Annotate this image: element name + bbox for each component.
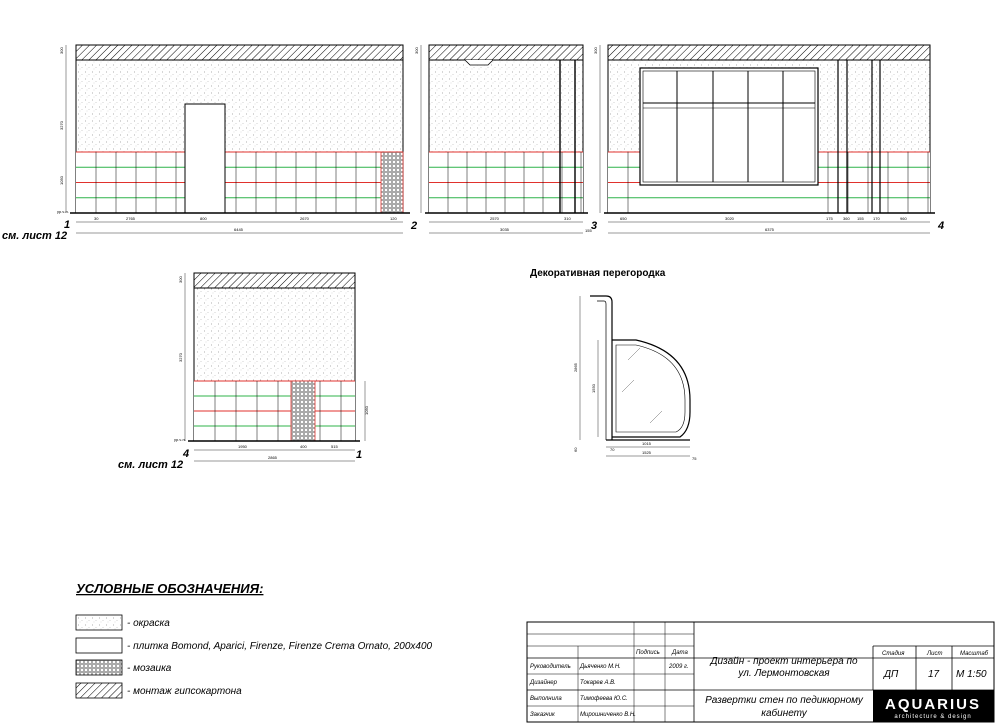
person-name: Тимофеева Ю.С. xyxy=(580,696,628,702)
elevation-marker: 4 xyxy=(183,448,190,460)
partition-post-inner xyxy=(597,301,606,440)
total-dim: 3035 xyxy=(500,227,509,232)
brand-tagline: architecture & design xyxy=(894,714,972,720)
seg-dim: 960 xyxy=(900,216,907,221)
seg-dim: 30 xyxy=(94,216,99,221)
role-label: Заказчик xyxy=(530,712,555,718)
total-dim: 6445 xyxy=(234,227,243,232)
dim-offset: 70 xyxy=(610,447,615,452)
seg-dim: 515 xyxy=(331,444,338,449)
date-value: 2009 г. xyxy=(669,664,689,670)
dim-low: 1050 xyxy=(59,176,64,185)
person-name: Дьяченко М.Н. xyxy=(580,664,621,670)
dim-mid: 3270 xyxy=(59,121,64,130)
mosaic-strip xyxy=(291,381,315,441)
floor-level-label: ур.ч.п. xyxy=(174,437,186,442)
role-label: Выполнила xyxy=(530,696,562,702)
project-name: Дизайн - проект интерьера по xyxy=(710,656,858,667)
glass-inner xyxy=(616,345,685,432)
ceiling-niche xyxy=(465,60,493,65)
see-sheet-note: см. лист 12 xyxy=(2,230,68,242)
seg-dim: 175 xyxy=(826,216,833,221)
scale-label: Масштаб xyxy=(960,651,989,657)
dim-base: 60 xyxy=(573,447,578,452)
sheet-title-line2: кабинету xyxy=(761,708,807,719)
seg-dim: 2765 xyxy=(126,216,135,221)
elevation-1 xyxy=(2,45,417,242)
sheet-number: 17 xyxy=(928,669,940,680)
legend-label: - мозаика xyxy=(127,663,172,674)
seg-dim: 650 xyxy=(620,216,627,221)
see-sheet-note: см. лист 12 xyxy=(118,459,184,471)
project-name-line2: ул. Лермонтовская xyxy=(738,668,830,679)
sheet-title: Развертки стен по педикюрному xyxy=(705,695,863,706)
dim-top: 300 xyxy=(414,47,419,54)
stage-value: ДП xyxy=(884,669,899,680)
seg-dim: 310 xyxy=(564,216,571,221)
seg-dim: 2670 xyxy=(300,216,309,221)
person-name: Токарев А.В. xyxy=(580,680,616,686)
tile-zone xyxy=(194,381,355,441)
elevation-2 xyxy=(414,45,597,233)
drywall-band xyxy=(429,45,583,60)
legend-label: - окраска xyxy=(127,618,170,629)
mosaic-strip xyxy=(381,152,403,213)
legend-swatch-tile xyxy=(76,638,122,653)
elevation-marker: 1 xyxy=(356,449,363,461)
sheet-label: Лист xyxy=(927,651,943,657)
col-date-label: Дата xyxy=(672,650,688,656)
role-label: Руководитель xyxy=(530,664,571,670)
dim-glass-height: 1550 xyxy=(591,384,596,393)
glass-reflection xyxy=(628,348,640,360)
tile-zone xyxy=(76,152,403,213)
dim-mid: 3270 xyxy=(178,353,183,362)
dim-total-width: 1525 xyxy=(642,450,651,455)
seg-dim: 120 xyxy=(390,216,397,221)
dim-edge: 75 xyxy=(692,456,697,461)
glass-outline xyxy=(612,340,690,437)
seg-dim: 400 xyxy=(300,444,307,449)
dim-low: 1050 xyxy=(364,406,369,415)
legend-title: УСЛОВНЫЕ ОБОЗНАЧЕНИЯ: xyxy=(76,581,264,596)
drywall-band xyxy=(76,45,403,60)
person-name: Мирошниченко В.Н. xyxy=(580,712,636,718)
seg-dim: 800 xyxy=(200,216,207,221)
seg-dim: 170 xyxy=(873,216,880,221)
glass-reflection xyxy=(622,380,634,392)
legend-label: - монтаж гипсокартона xyxy=(127,686,242,697)
brand-name: AQUARIUS xyxy=(884,696,982,713)
partition-post xyxy=(590,296,612,440)
window xyxy=(640,68,818,185)
stage-label: Стадия xyxy=(882,651,905,657)
seg-dim: 1950 xyxy=(238,444,247,449)
elevation-marker: 1 xyxy=(64,219,71,231)
legend-swatch-paint xyxy=(76,615,122,630)
decorative-partition xyxy=(530,268,697,461)
door-opening xyxy=(185,104,225,213)
floor-level-label: ур.ч.п. xyxy=(57,209,69,214)
elevation-marker: 3 xyxy=(591,220,598,232)
role-label: Дизайнер xyxy=(530,680,557,686)
partition-title: Декоративная перегородка xyxy=(530,268,666,279)
seg-dim: 2570 xyxy=(490,216,499,221)
elevation-marker: 4 xyxy=(938,220,945,232)
seg-dim: 3020 xyxy=(725,216,734,221)
total-dim: 2865 xyxy=(268,455,277,460)
legend-label: - плитка Bomond, Aparici, Firenze, Firenze Crema Ornato, 200x400 xyxy=(127,641,433,652)
legend-swatch-mosaic xyxy=(76,660,122,675)
dim-width: 1015 xyxy=(642,441,651,446)
total-dim: 6375 xyxy=(765,227,774,232)
small-dim: 155 xyxy=(585,228,592,233)
legend xyxy=(76,581,433,698)
seg-dim: 360 xyxy=(843,216,850,221)
dim-height: 2865 xyxy=(573,363,578,372)
drywall-band xyxy=(608,45,930,60)
drywall-band xyxy=(194,273,355,288)
glass-reflection xyxy=(650,411,662,423)
elevation-3 xyxy=(593,45,944,233)
legend-swatch-drywall xyxy=(76,683,122,698)
title-block xyxy=(527,622,994,722)
dim-top: 300 xyxy=(593,47,598,54)
col-sign-label: Подпись xyxy=(636,650,660,656)
elevation-marker: 2 xyxy=(411,220,418,232)
seg-dim: 155 xyxy=(857,216,864,221)
elevation-4 xyxy=(118,273,369,471)
dim-top: 300 xyxy=(59,47,64,54)
scale-value: М 1:50 xyxy=(956,669,987,680)
dim-top: 300 xyxy=(178,276,183,283)
